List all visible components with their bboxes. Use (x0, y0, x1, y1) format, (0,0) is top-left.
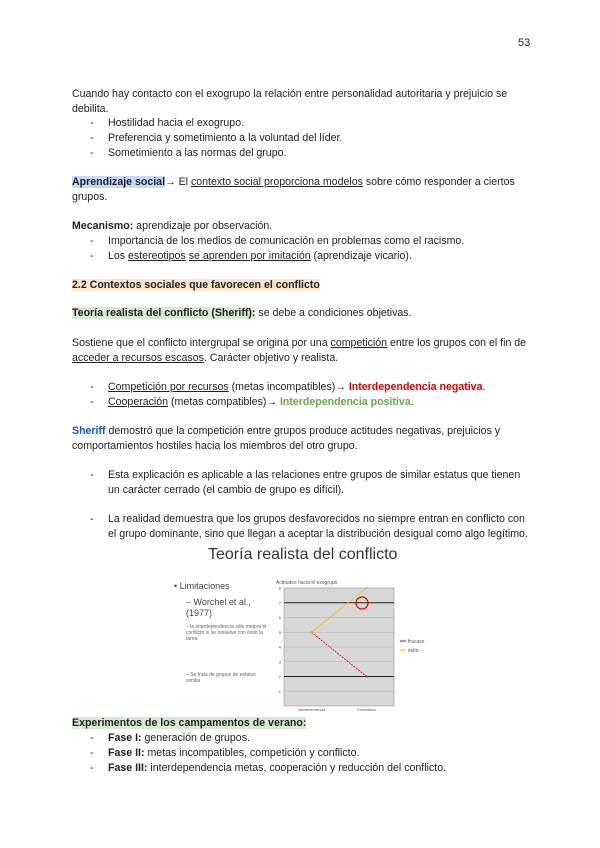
y-tick-label: 4 (278, 644, 281, 650)
data-point (366, 587, 368, 589)
y-tick-label: 5 (278, 629, 281, 635)
y-tick-label: 6 (278, 615, 281, 620)
slide-sub-estatus: – Se trata de grupos de estatus similar (186, 672, 256, 684)
y-tick-label: 1 (278, 688, 281, 694)
paragraph-teoria: Teoría realista del conflicto (Sheriff): se debe a condiciones objetivas. (72, 307, 412, 319)
experimentos-heading: Experimentos de los campamentos de verano: (72, 717, 307, 729)
y-tick-label: 2 (278, 674, 281, 679)
data-point (311, 631, 313, 633)
legend-fracaso: fracaso (408, 639, 425, 645)
paragraph-aprendizaje: Aprendizaje social→ El contexto social proporciona modelos sobre cómo responder a ciertos grupos. (72, 176, 515, 203)
data-point (366, 676, 368, 678)
term-aprendizaje-social: Aprendizaje social (72, 176, 166, 188)
x-tick-label: Interdependencia (297, 708, 326, 711)
slide-chart (272, 576, 442, 711)
section-heading: 2.2 Contextos sociales que favorecen el conflicto (72, 279, 320, 291)
chart-title: Actitudes hacia el exogrupo (276, 580, 338, 586)
slide-title: Teoría realista del conflicto (208, 546, 398, 563)
paragraph-sheriff: Sheriff demostró que la competición entre grupos produce actitudes negativas, prejuicios y comportamientos hostiles hacia los miembros del otro grupo. (72, 425, 501, 452)
paragraph-contacto: Cuando hay contacto con el exogrupo la relación entre personalidad autoritaria y prejuicio se debilita. (72, 88, 508, 115)
y-tick-label: 8 (278, 585, 281, 591)
paragraph-sostiene: Sostiene que el conflicto intergrupal se origina por una competición entre los grupos con el fin de acceder a recursos escasos. Carácter objetivo y realista. (72, 337, 527, 364)
legend-exito: éxito (408, 648, 419, 654)
slide-sub-worchel: – Worchel et al., (1977) (186, 597, 251, 618)
slide-sub-interdependencia: – la interdependencia sólo mejora el conflicto si se resuelve con éxito la tarea (186, 624, 267, 642)
page-number: 53 (518, 37, 531, 49)
x-tick-label: Competición (356, 708, 377, 711)
y-tick-label: 7 (278, 600, 281, 606)
y-tick-label: 3 (278, 659, 281, 665)
paragraph-mecanismo: Mecanismo: aprendizaje por observación. (72, 220, 273, 232)
slide-bullet: • Limitaciones (174, 581, 230, 591)
